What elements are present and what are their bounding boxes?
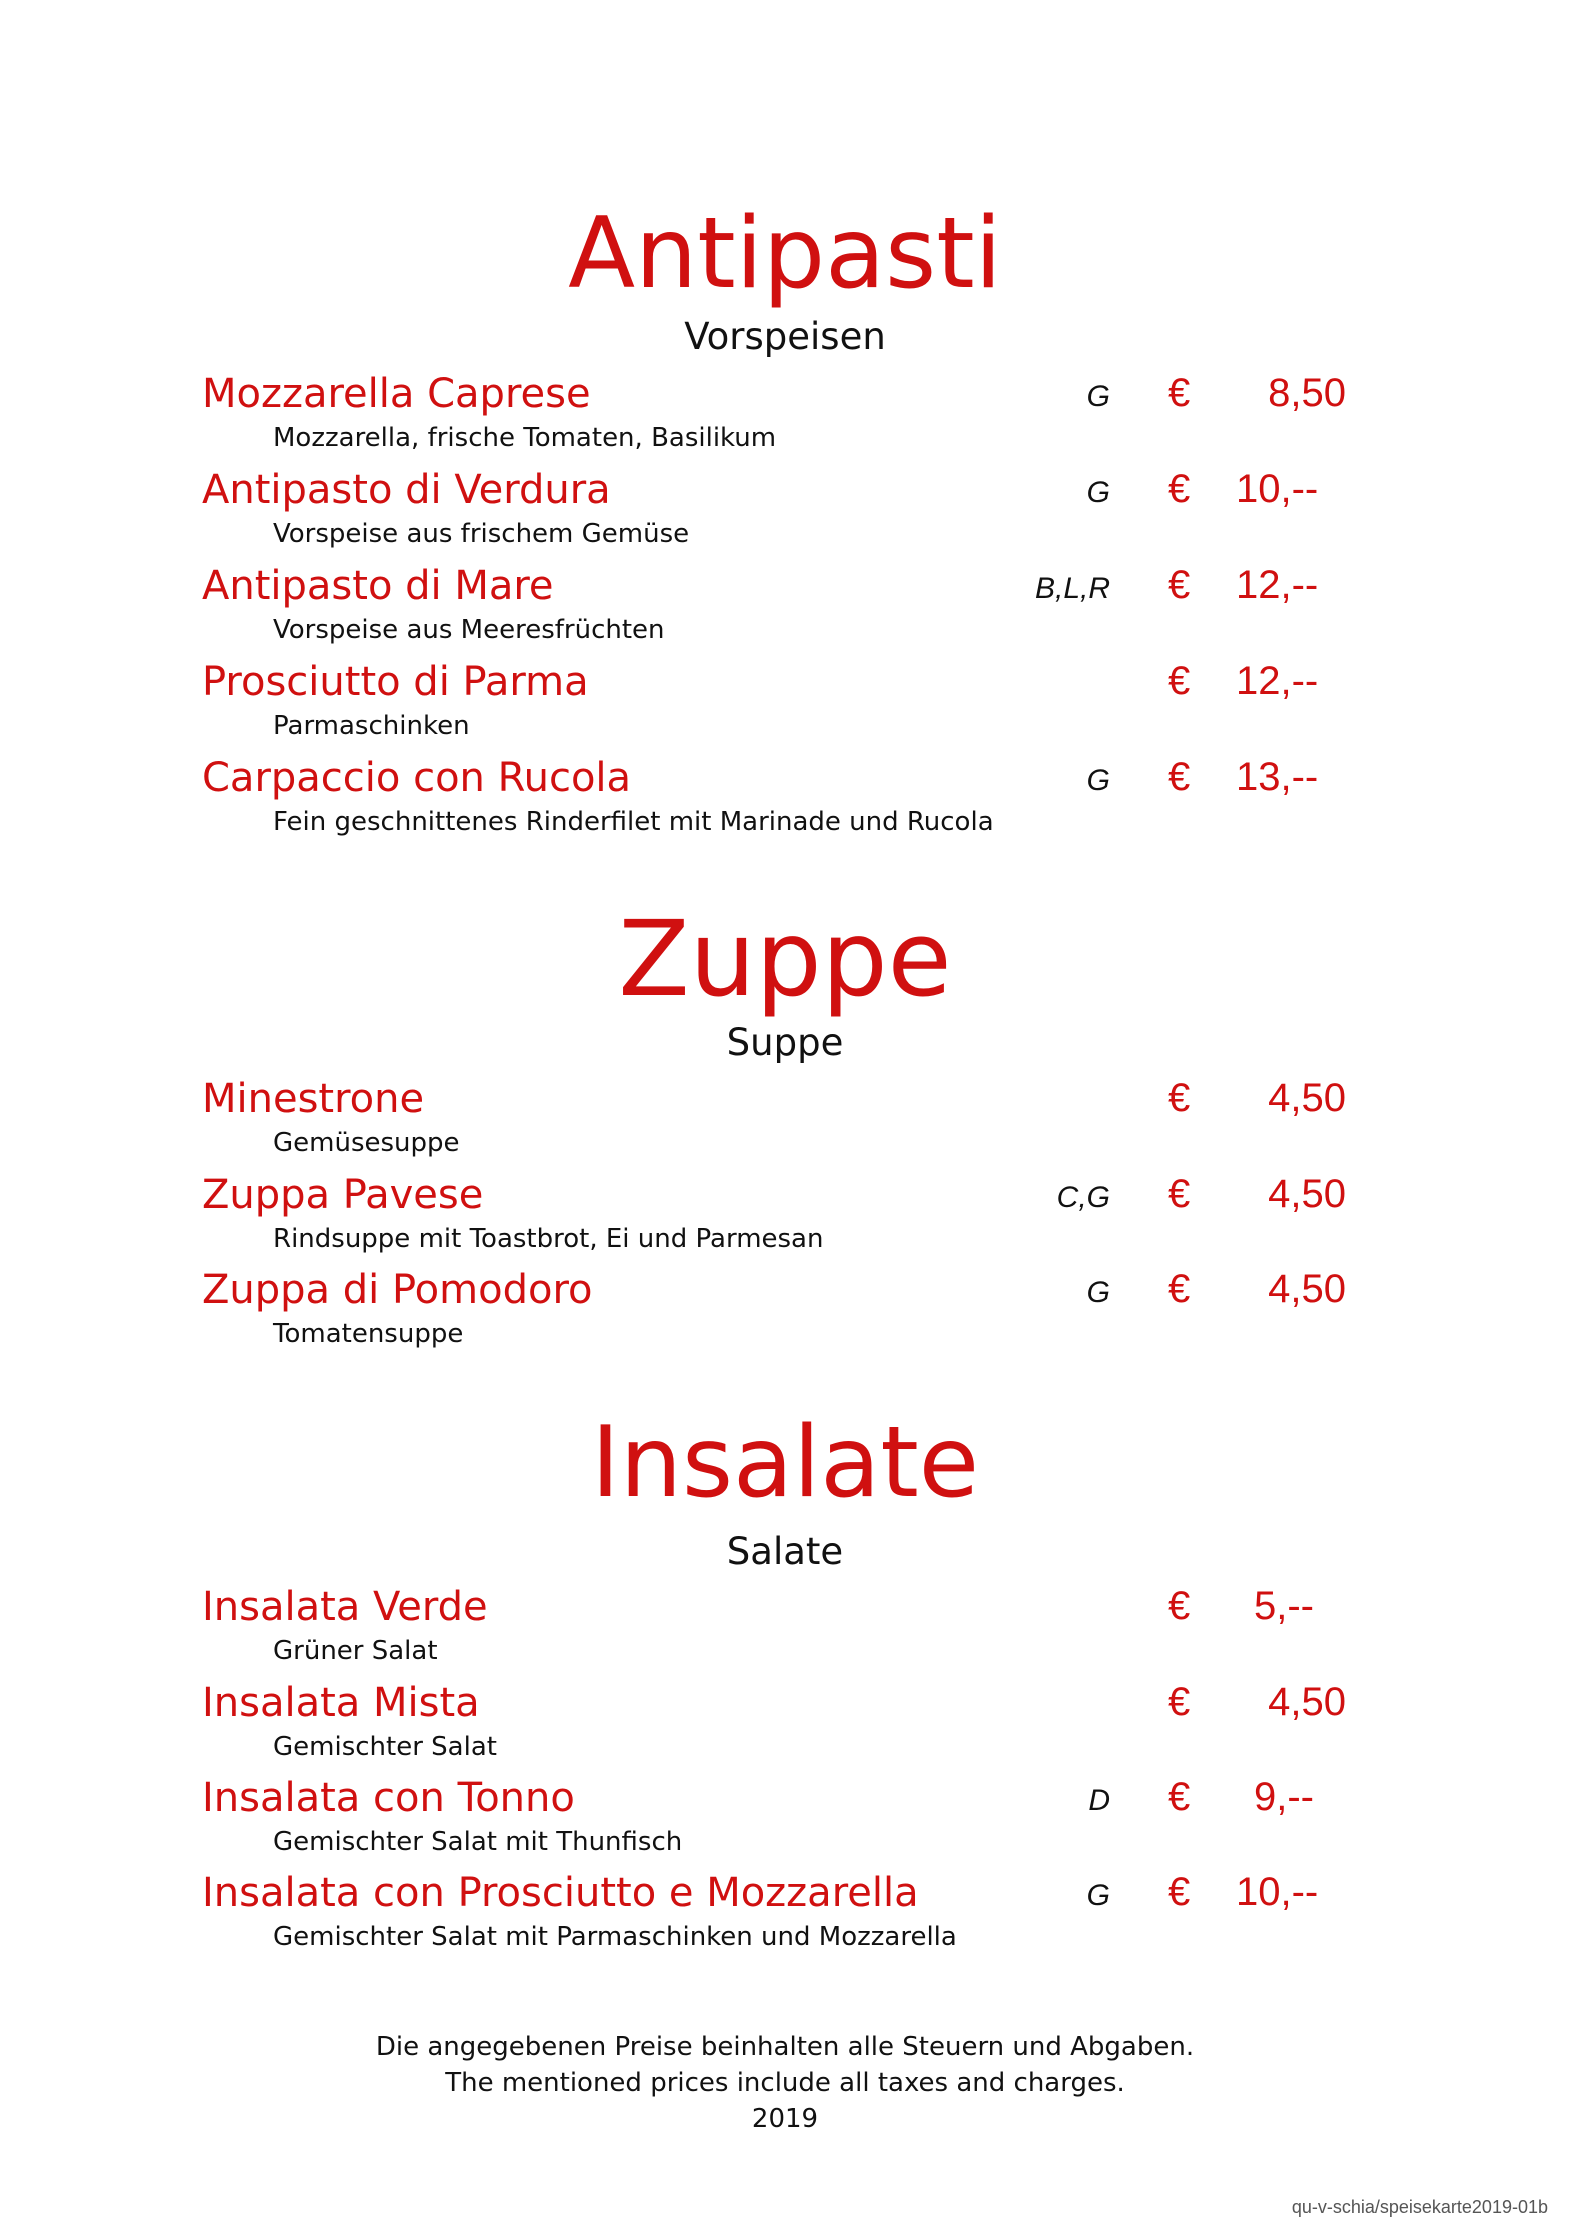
menu-item xyxy=(0,755,1570,851)
currency-symbol: € xyxy=(1168,1172,1191,1216)
item-name: Antipasto di Mare xyxy=(202,563,554,609)
item-description: Grüner Salat xyxy=(273,1636,438,1666)
allergen-codes: D xyxy=(1088,1784,1110,1817)
menu-item xyxy=(0,1076,1570,1172)
menu-item xyxy=(0,1775,1570,1871)
item-name: Insalata Verde xyxy=(202,1584,488,1630)
item-description: Gemischter Salat xyxy=(273,1732,497,1762)
item-name: Zuppa Pavese xyxy=(202,1172,484,1218)
item-price: 4,50 xyxy=(1268,1267,1346,1311)
currency-symbol: € xyxy=(1168,371,1191,415)
item-price: 5,-- xyxy=(1254,1584,1314,1628)
item-price: 8,50 xyxy=(1268,371,1346,415)
menu-item xyxy=(0,1172,1570,1268)
allergen-codes: G xyxy=(1086,764,1110,797)
item-description: Gemüsesuppe xyxy=(273,1128,460,1158)
item-price: 4,50 xyxy=(1268,1172,1346,1216)
currency-symbol: € xyxy=(1168,1267,1191,1311)
item-description: Fein geschnittenes Rinderfilet mit Marinade und Rucola xyxy=(273,807,994,837)
item-name: Insalata Mista xyxy=(202,1680,480,1726)
item-description: Gemischter Salat mit Thunfisch xyxy=(273,1827,683,1857)
section-subtitle-salate: Salate xyxy=(726,1530,844,1573)
item-description: Mozzarella, frische Tomaten, Basilikum xyxy=(273,423,777,453)
item-price: 13,-- xyxy=(1236,755,1319,799)
item-name: Carpaccio con Rucola xyxy=(202,755,632,801)
currency-symbol: € xyxy=(1168,755,1191,799)
currency-symbol: € xyxy=(1168,659,1191,703)
item-description: Gemischter Salat mit Parmaschinken und Mozzarella xyxy=(273,1922,957,1952)
item-description: Tomatensuppe xyxy=(273,1319,464,1349)
item-name: Minestrone xyxy=(202,1076,425,1122)
item-price: 9,-- xyxy=(1254,1775,1314,1819)
tax-note-english: The mentioned prices include all taxes and charges. xyxy=(445,2068,1125,2098)
currency-symbol: € xyxy=(1168,1775,1191,1819)
item-name: Zuppa di Pomodoro xyxy=(202,1267,593,1313)
item-price: 12,-- xyxy=(1236,563,1319,607)
allergen-codes: G xyxy=(1086,476,1110,509)
tax-note-german: Die angegebenen Preise beinhalten alle Steuern und Abgaben. xyxy=(375,2032,1195,2062)
currency-symbol: € xyxy=(1168,1680,1191,1724)
document-reference: qu-v-schia/speisekarte2019-01b xyxy=(1291,2197,1548,2217)
item-description: Vorspeise aus frischem Gemüse xyxy=(273,519,690,549)
menu-item xyxy=(0,1680,1570,1776)
section-subtitle-suppe: Suppe xyxy=(726,1021,844,1064)
item-name: Antipasto di Verdura xyxy=(202,467,611,513)
item-price: 10,-- xyxy=(1236,467,1319,511)
currency-symbol: € xyxy=(1168,563,1191,607)
currency-symbol: € xyxy=(1168,1870,1191,1914)
item-description: Parmaschinken xyxy=(273,711,470,741)
item-description: Vorspeise aus Meeresfrüchten xyxy=(273,615,665,645)
item-name: Mozzarella Caprese xyxy=(202,371,591,417)
section-title-zuppe: Zuppe xyxy=(618,898,952,1020)
section-title-antipasti: Antipasti xyxy=(568,197,1002,311)
menu-item xyxy=(0,467,1570,563)
currency-symbol: € xyxy=(1168,1076,1191,1120)
item-price: 10,-- xyxy=(1236,1870,1319,1914)
menu-item xyxy=(0,1584,1570,1680)
menu-year: 2019 xyxy=(751,2104,819,2134)
allergen-codes: C,G xyxy=(1056,1181,1110,1214)
item-price: 4,50 xyxy=(1268,1680,1346,1724)
section-subtitle-vorspeisen: Vorspeisen xyxy=(684,315,886,358)
section-title-insalate: Insalate xyxy=(590,1406,980,1520)
menu-item xyxy=(0,1267,1570,1363)
item-name: Prosciutto di Parma xyxy=(202,659,589,705)
item-name: Insalata con Prosciutto e Mozzarella xyxy=(202,1870,919,1916)
allergen-codes: B,L,R xyxy=(1034,572,1110,605)
item-description: Rindsuppe mit Toastbrot, Ei und Parmesan xyxy=(273,1224,824,1254)
currency-symbol: € xyxy=(1168,1584,1191,1628)
allergen-codes: G xyxy=(1086,380,1110,413)
item-name: Insalata con Tonno xyxy=(202,1775,575,1821)
allergen-codes: G xyxy=(1086,1879,1110,1912)
menu-item xyxy=(0,563,1570,659)
currency-symbol: € xyxy=(1168,467,1191,511)
menu-item xyxy=(0,659,1570,755)
allergen-codes: G xyxy=(1086,1276,1110,1309)
item-price: 12,-- xyxy=(1236,659,1319,703)
menu-item xyxy=(0,1870,1570,1966)
item-price: 4,50 xyxy=(1268,1076,1346,1120)
menu-item xyxy=(0,371,1570,467)
